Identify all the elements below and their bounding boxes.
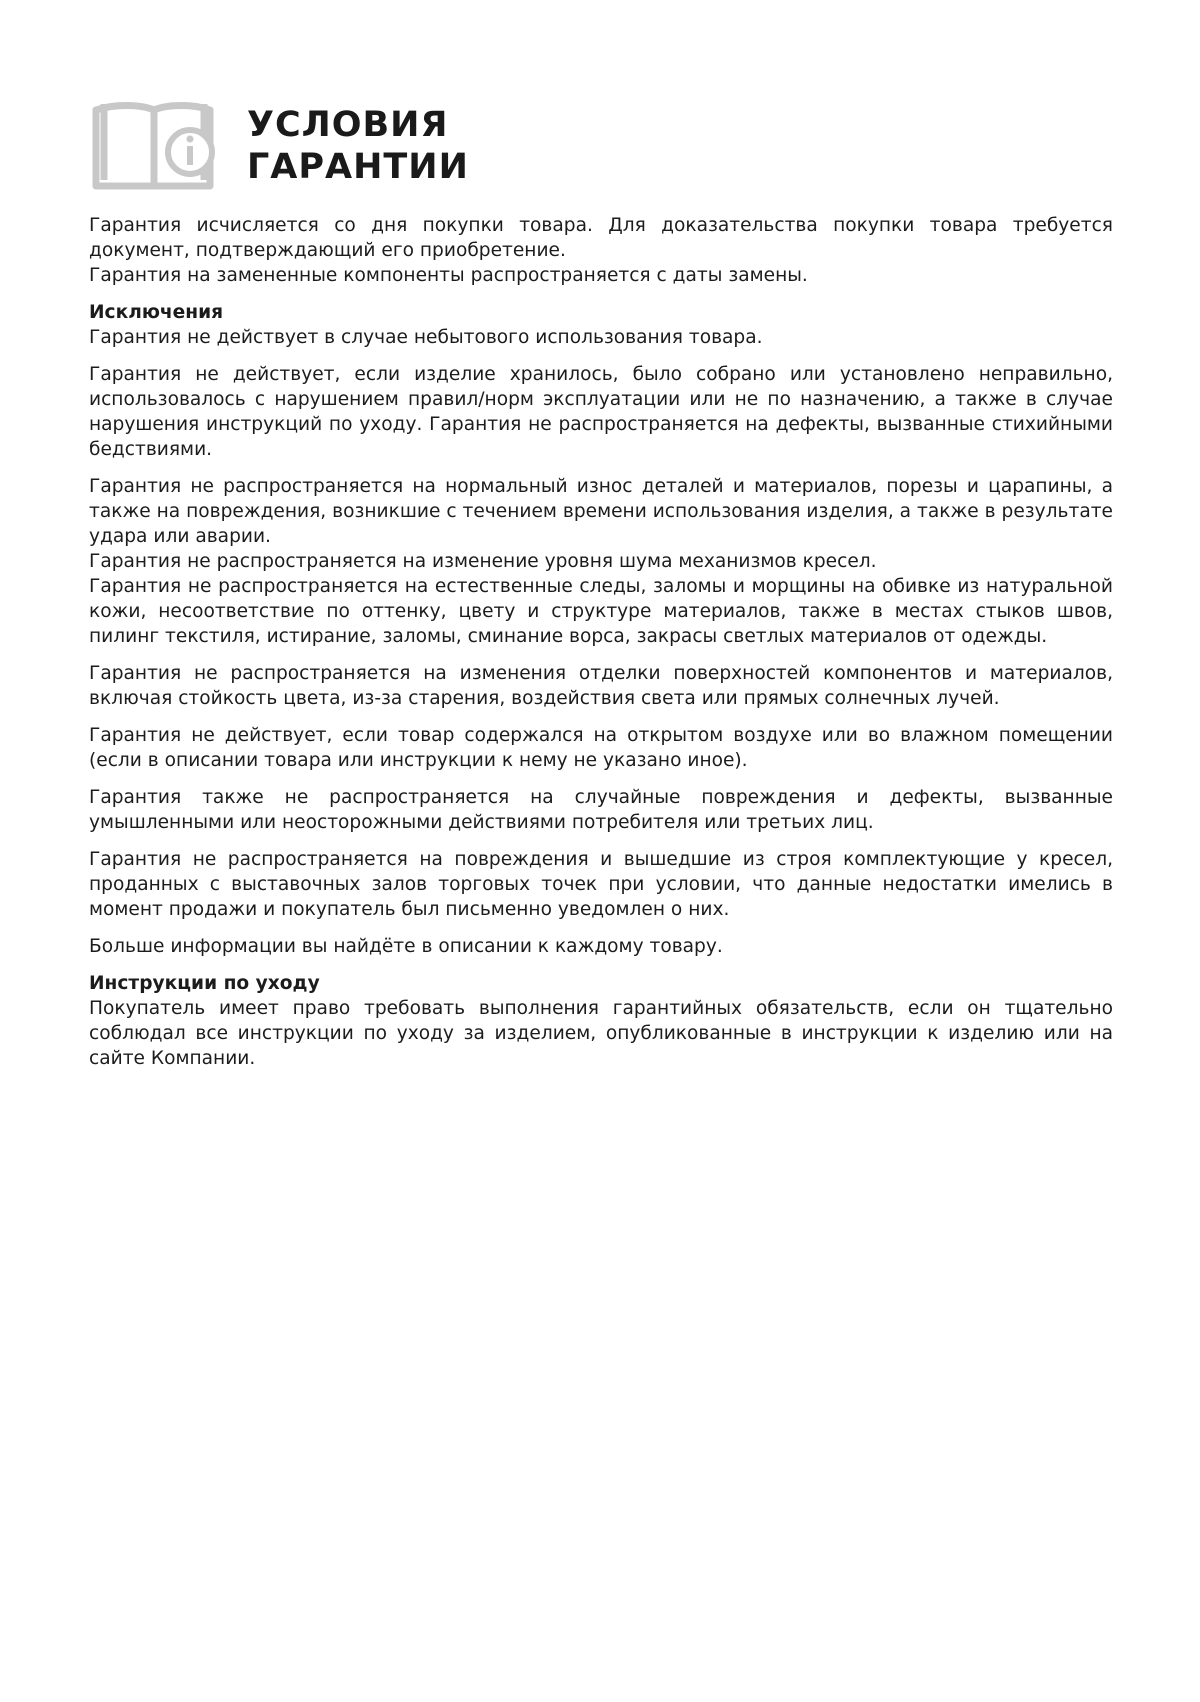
body-paragraph: Гарантия не распространяется на изменения отделки поверхностей компонентов и материалов, включая стойкость цвета, из-за старения, воздействия света или прямых солнечных лучей. — [89, 663, 1113, 709]
body-paragraph: Гарантия на замененные компоненты распространяется с даты замены. — [89, 265, 808, 286]
page-header — [92, 100, 792, 200]
section-heading: Исключения — [89, 302, 224, 323]
body-paragraph: Гарантия не распространяется на изменение уровня шума механизмов кресел. — [89, 551, 877, 572]
body-paragraph: Гарантия не распространяется на естественные следы, заломы и морщины на обивке из натуральной кожи, несоответствие по оттенку, цвету и структуре материалов, также в местах стыков швов, пилинг текстиля, истирание, заломы, сминание ворса, закрасы светлых материалов от одежды. — [89, 576, 1113, 647]
body-paragraph: Гарантия не распространяется на нормальный износ деталей и материалов, порезы и царапины, а также на повреждения, возникшие с течением времени использования изделия, а также в результате удара или аварии. — [89, 476, 1113, 547]
section-heading: Инструкции по уходу — [89, 973, 320, 994]
page-title-line1: УСЛОВИЯ — [247, 105, 449, 145]
body-paragraph: Гарантия не действует, если товар содержался на открытом воздухе или во влажном помещении (если в описании товара или инструкции к нему не указано иное). — [89, 725, 1113, 771]
document-body — [89, 213, 1113, 1071]
body-paragraph: Гарантия исчисляется со дня покупки товара. Для доказательства покупки товара требуется документ, подтверждающий его приобретение. — [89, 215, 1113, 261]
page-title-line2: ГАРАНТИИ — [247, 147, 469, 187]
body-paragraph: Гарантия также не распространяется на случайные повреждения и дефекты, вызванные умышленными или неосторожными действиями потребителя или третьих лиц. — [89, 787, 1113, 833]
body-paragraph: Гарантия не действует в случае небытового использования товара. — [89, 327, 763, 348]
body-paragraph: Больше информации вы найдёте в описании к каждому товару. — [89, 936, 723, 957]
body-paragraph: Покупатель имеет право требовать выполнения гарантийных обязательств, если он тщательно соблюдал все инструкции по уходу за изделием, опубликованные в инструкции к изделию или на сайте Компании. — [89, 998, 1113, 1069]
body-paragraph: Гарантия не действует, если изделие хранилось, было собрано или установлено неправильно, использовалось с нарушением правил/норм эксплуатации или не по назначению, а также в случае нарушения инструкций по уходу. Гарантия не распространяется на дефекты, вызванные стихийными бедствиями. — [89, 364, 1113, 460]
book-info-icon — [92, 100, 216, 192]
body-paragraph: Гарантия не распространяется на повреждения и вышедшие из строя комплектующие у кресел, проданных с выставочных залов торговых точек при условии, что данные недостатки имелись в момент продажи и покупатель был письменно уведомлен о них. — [89, 849, 1113, 920]
page-title — [247, 104, 469, 188]
